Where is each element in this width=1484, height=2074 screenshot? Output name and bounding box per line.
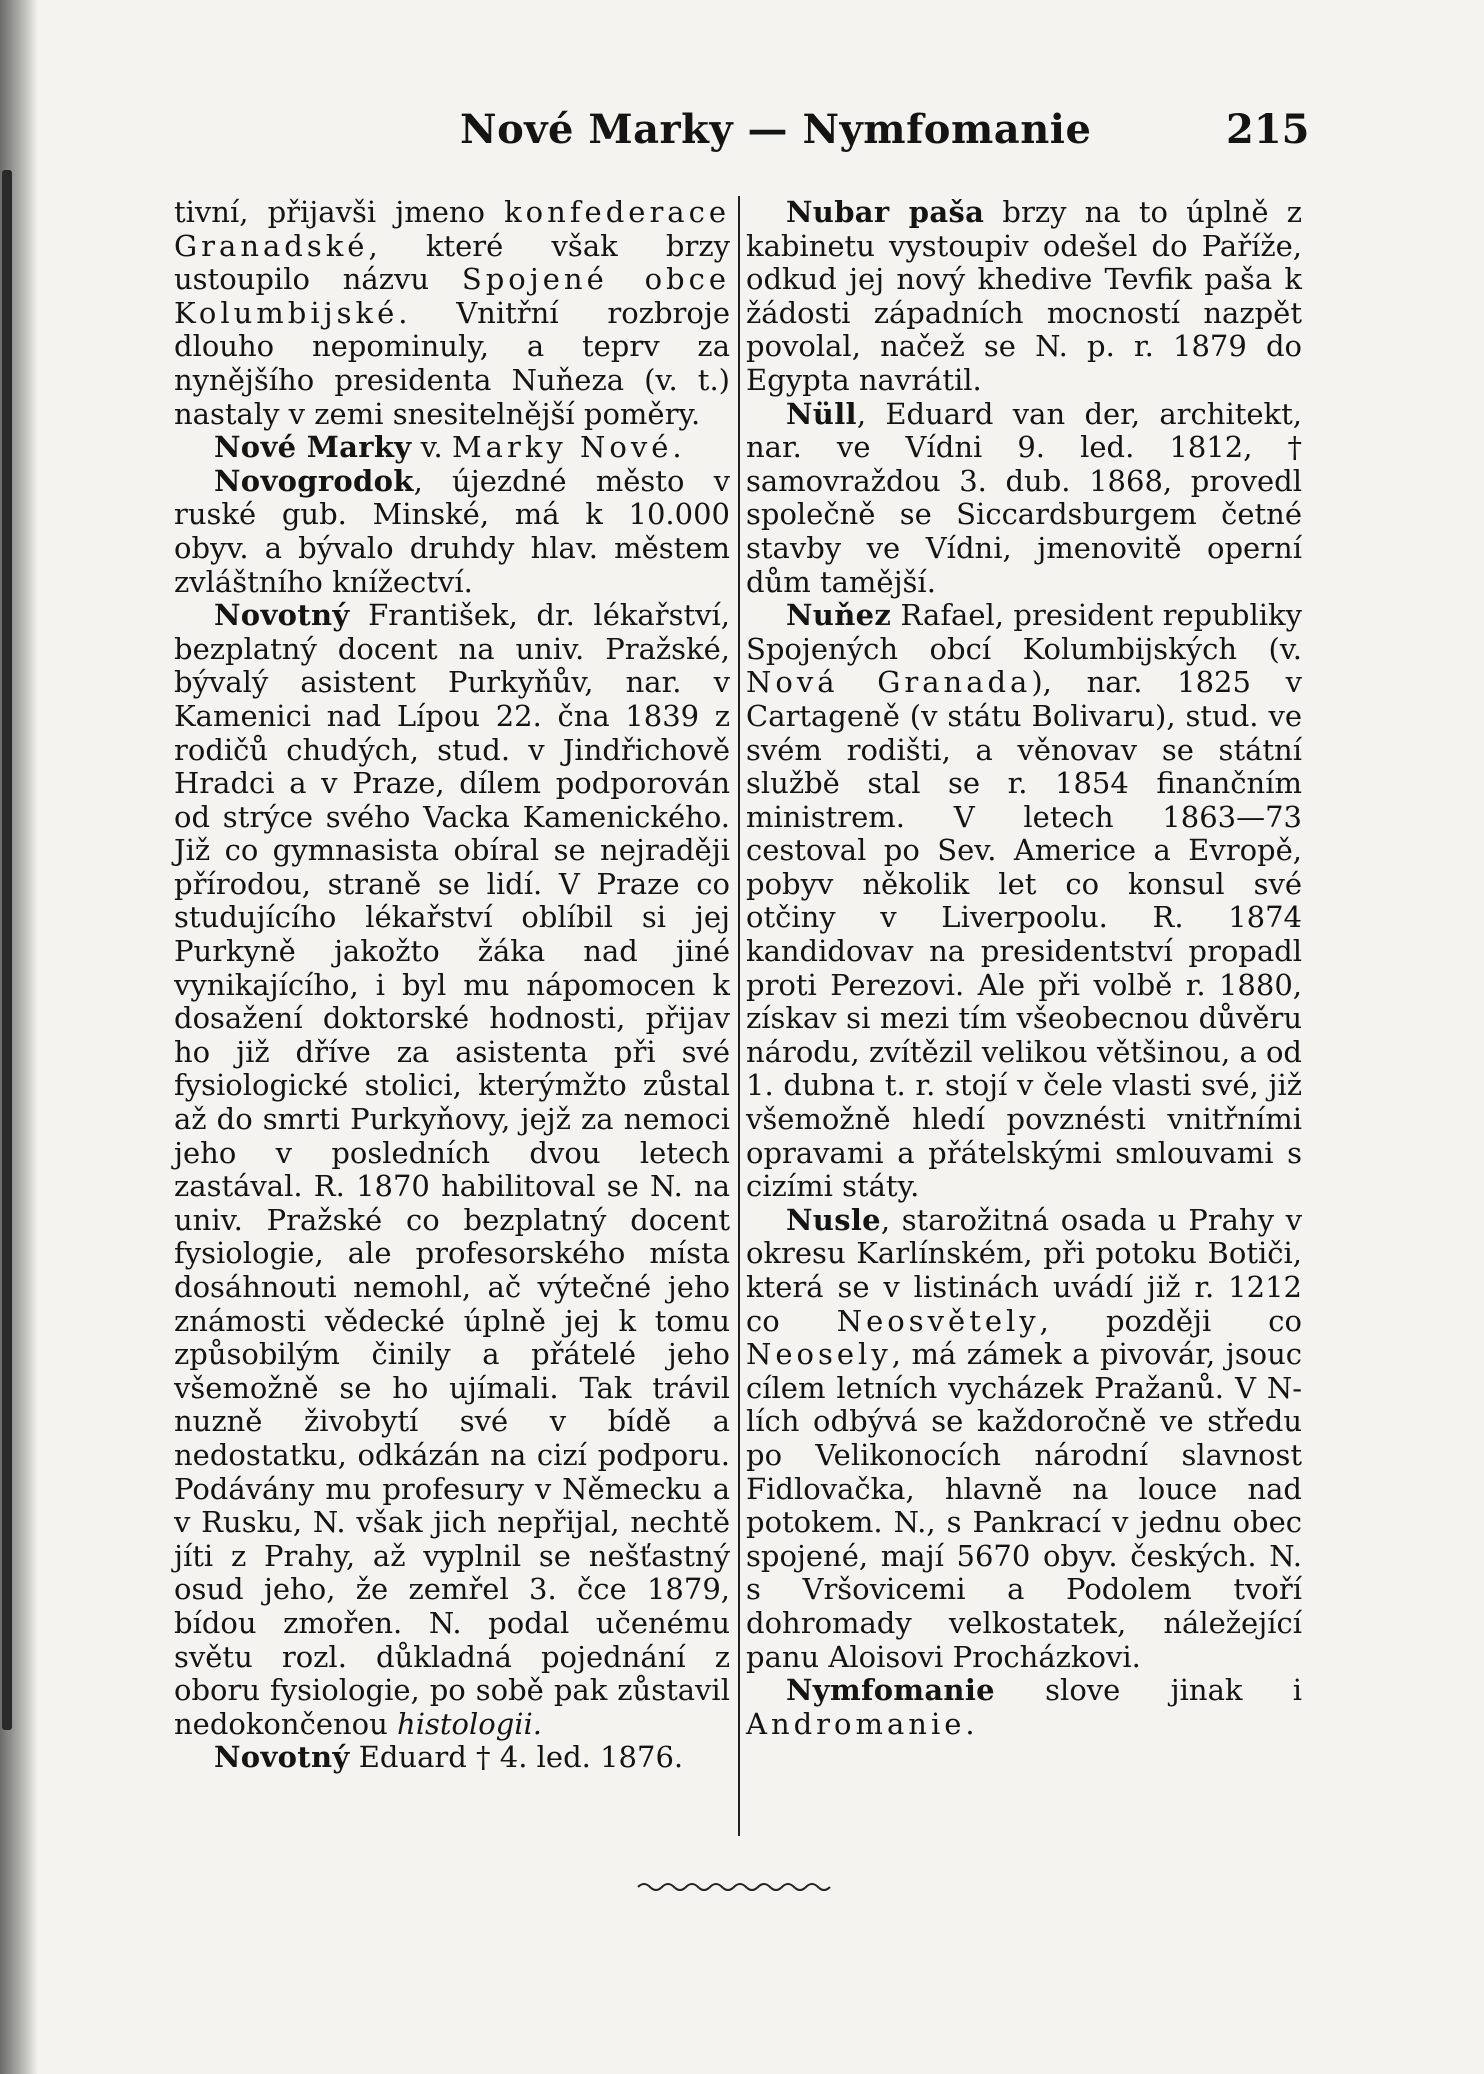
entry-text: , Eduard van der, architekt, nar. ve Vídni 9. led. 1812, † samovraždou 3. dub. 1868, provedl společně se Siccardsburgem četné stavby ve Vídni, jmenovitě operní dům tamější. xyxy=(746,396,1302,599)
headword: Nusle xyxy=(786,1202,881,1237)
entry-text: slove jinak i xyxy=(994,1673,1302,1708)
entry-novotny-frantisek xyxy=(174,599,730,1741)
cross-reference: Andromanie xyxy=(746,1706,966,1741)
entry-text: , starožitná osada u Prahy v okresu Karlínském, při potoku Botiči, která se v listinách uvádí již r. 1212 co xyxy=(746,1202,1302,1338)
entry-text: , které však brzy ustoupilo názvu xyxy=(174,228,730,297)
headword: Nové Marky xyxy=(214,430,412,465)
spaced-term: konfederace Granadské xyxy=(174,195,730,263)
entry-text: , má zámek a pivovár, jsouc cílem letních vycházek Pražanů. V N-lích odbývá se každoročně ve středu po Velikonocích národní slavnost Fidlovačka, hlavně na louce nad potokem. N., s Pankrací v jednu obec spojené, mají 5670 obyv. českých. N. s Vršovicemi a Podolem tvoří dohromady velkostatek, náležející panu Aloisovi Procházkovi. xyxy=(746,1337,1302,1674)
entry-text: . xyxy=(965,1706,975,1741)
entry-novogrodok xyxy=(174,465,730,599)
italic-term: histologii. xyxy=(397,1706,543,1741)
entry-continuation xyxy=(174,196,730,431)
spaced-term: Neosvětely xyxy=(836,1303,1040,1338)
spaced-term: Neosely xyxy=(746,1337,892,1372)
entry-text: Rafael, president republiky Spojených obcí Kolumbijských (v. xyxy=(746,598,1302,666)
entry-nusle xyxy=(746,1204,1302,1674)
entry-text: ), nar. 1825 v Cartageně (v státu Bolivaru), stud. ve svém rodišti, a věnovav se státní službě stal se r. 1854 finančním ministrem. V letech 1863—73 cestoval po Sev. Americe a Evropě, pobyv několik let co konsul své otčiny v Liverpoolu. R. 1874 kandidovav na presidentství propadl proti Perezovi. Ale při volbě r. 1880, získav si mezi tím všeobecnou důvěru národu, zvítězil velikou většinou, a od 1. dubna t. r. stojí v čele vlasti své, již všemožně hledí povznésti vnitřními opravami a přátelskými smlouvami s cizími státy. xyxy=(746,665,1302,1204)
entry-nunez xyxy=(746,599,1302,1204)
headword: Nuňez xyxy=(786,598,892,633)
headword: Novotný xyxy=(214,598,350,633)
right-column xyxy=(746,196,1302,1741)
entry-text: brzy na to úplně z kabinetu vystoupiv odešel do Paříže, odkud jej nový khedive Tevfik paša k žádosti západních mocností nazpět povolal, načež se N. p. r. 1879 do Egypta navrátil. xyxy=(746,195,1302,397)
column-divider xyxy=(738,196,740,1836)
entry-text: v. xyxy=(411,430,452,465)
entry-null xyxy=(746,398,1302,600)
entry-nymfomanie xyxy=(746,1674,1302,1741)
page-number: 215 xyxy=(1226,106,1310,153)
running-title: Nové Marky — Nymfomanie xyxy=(460,106,1092,153)
left-column xyxy=(174,196,730,1775)
headword: Nubar paša xyxy=(786,195,985,229)
entry-nubar-pasa xyxy=(746,196,1302,398)
entry-novotny-eduard xyxy=(174,1741,730,1775)
headword: Nüll xyxy=(786,396,857,431)
entry-text: tivní, přijavši jmeno xyxy=(174,195,505,229)
end-ornament xyxy=(636,1880,832,1894)
headword: Novogrodok xyxy=(214,463,414,498)
cross-reference: Nová Granada xyxy=(746,665,1032,700)
entry-text: . xyxy=(672,430,682,465)
headword: Nymfomanie xyxy=(786,1673,995,1708)
entry-text: , újezdné město v ruské gub. Minské, má k 10.000 obyv. a bývalo druhdy hlav. městem zvláštního knížectví. xyxy=(174,463,730,599)
cross-reference: Marky Nové xyxy=(451,430,673,465)
entry-text: . Vnitřní rozbroje dlouho nepominuly, a teprv za nynějšího presidenta Nuňeza (v. t.) nastaly v zemi snesitelnější poměry. xyxy=(174,295,730,431)
entry-nove-marky xyxy=(174,431,730,465)
entry-text: Eduard † 4. led. 1876. xyxy=(349,1740,684,1775)
page-header xyxy=(0,100,1484,160)
entry-text: František, dr. lékařství, bezplatný docent na univ. Pražské, bývalý asistent Purkyňův, nar. v Kamenici nad Lípou 22. čna 1839 z rodičů chudých, stud. v Jindřichově Hradci a v Praze, dílem podporován od strýce svého Vacka Kamenického. Již co gymnasista obíral se nejraději přírodou, straně se lidí. V Praze co studujícího lékařství oblíbil si jej Purkyně jakožto žáka nad jiné vynikajícího, i byl mu nápomocen k dosažení doktorské hodnosti, přijav ho již dříve za asistenta při své fysiologické stolici, kterýmžto zůstal až do smrti Purkyňovy, jejž za nemoci jeho v posledních dvou letech zastával. R. 1870 habilitoval se N. na univ. Pražské co bezplatný docent fysiologie, ale profesorského místa dosáhnouti nemohl, ač výtečné jeho známosti vědecké úplně jej k tomu způsobilým činily a přátelé jeho všemožně se ho ujímali. Tak trávil nuzně živobytí své v bídě a nedostatku, odkázán na cizí podporu. Podávány mu profesury v Německu a v Rusku, N. však jich nepřijal, nechtě jíti z Prahy, až vyplnil se nešťastný osud jeho, že zemřel 3. čce 1879, bídou zmořen. N. podal učenému světu rozl. důkladná pojednání z oboru fysiologie, po sobě pak zůstavil nedokončenou xyxy=(174,598,730,1741)
binding-edge xyxy=(2,170,12,1730)
entry-text: , později co xyxy=(1039,1303,1302,1338)
spaced-term: Spojené obce Kolumbijské xyxy=(174,262,731,330)
headword: Novotný xyxy=(214,1740,350,1775)
